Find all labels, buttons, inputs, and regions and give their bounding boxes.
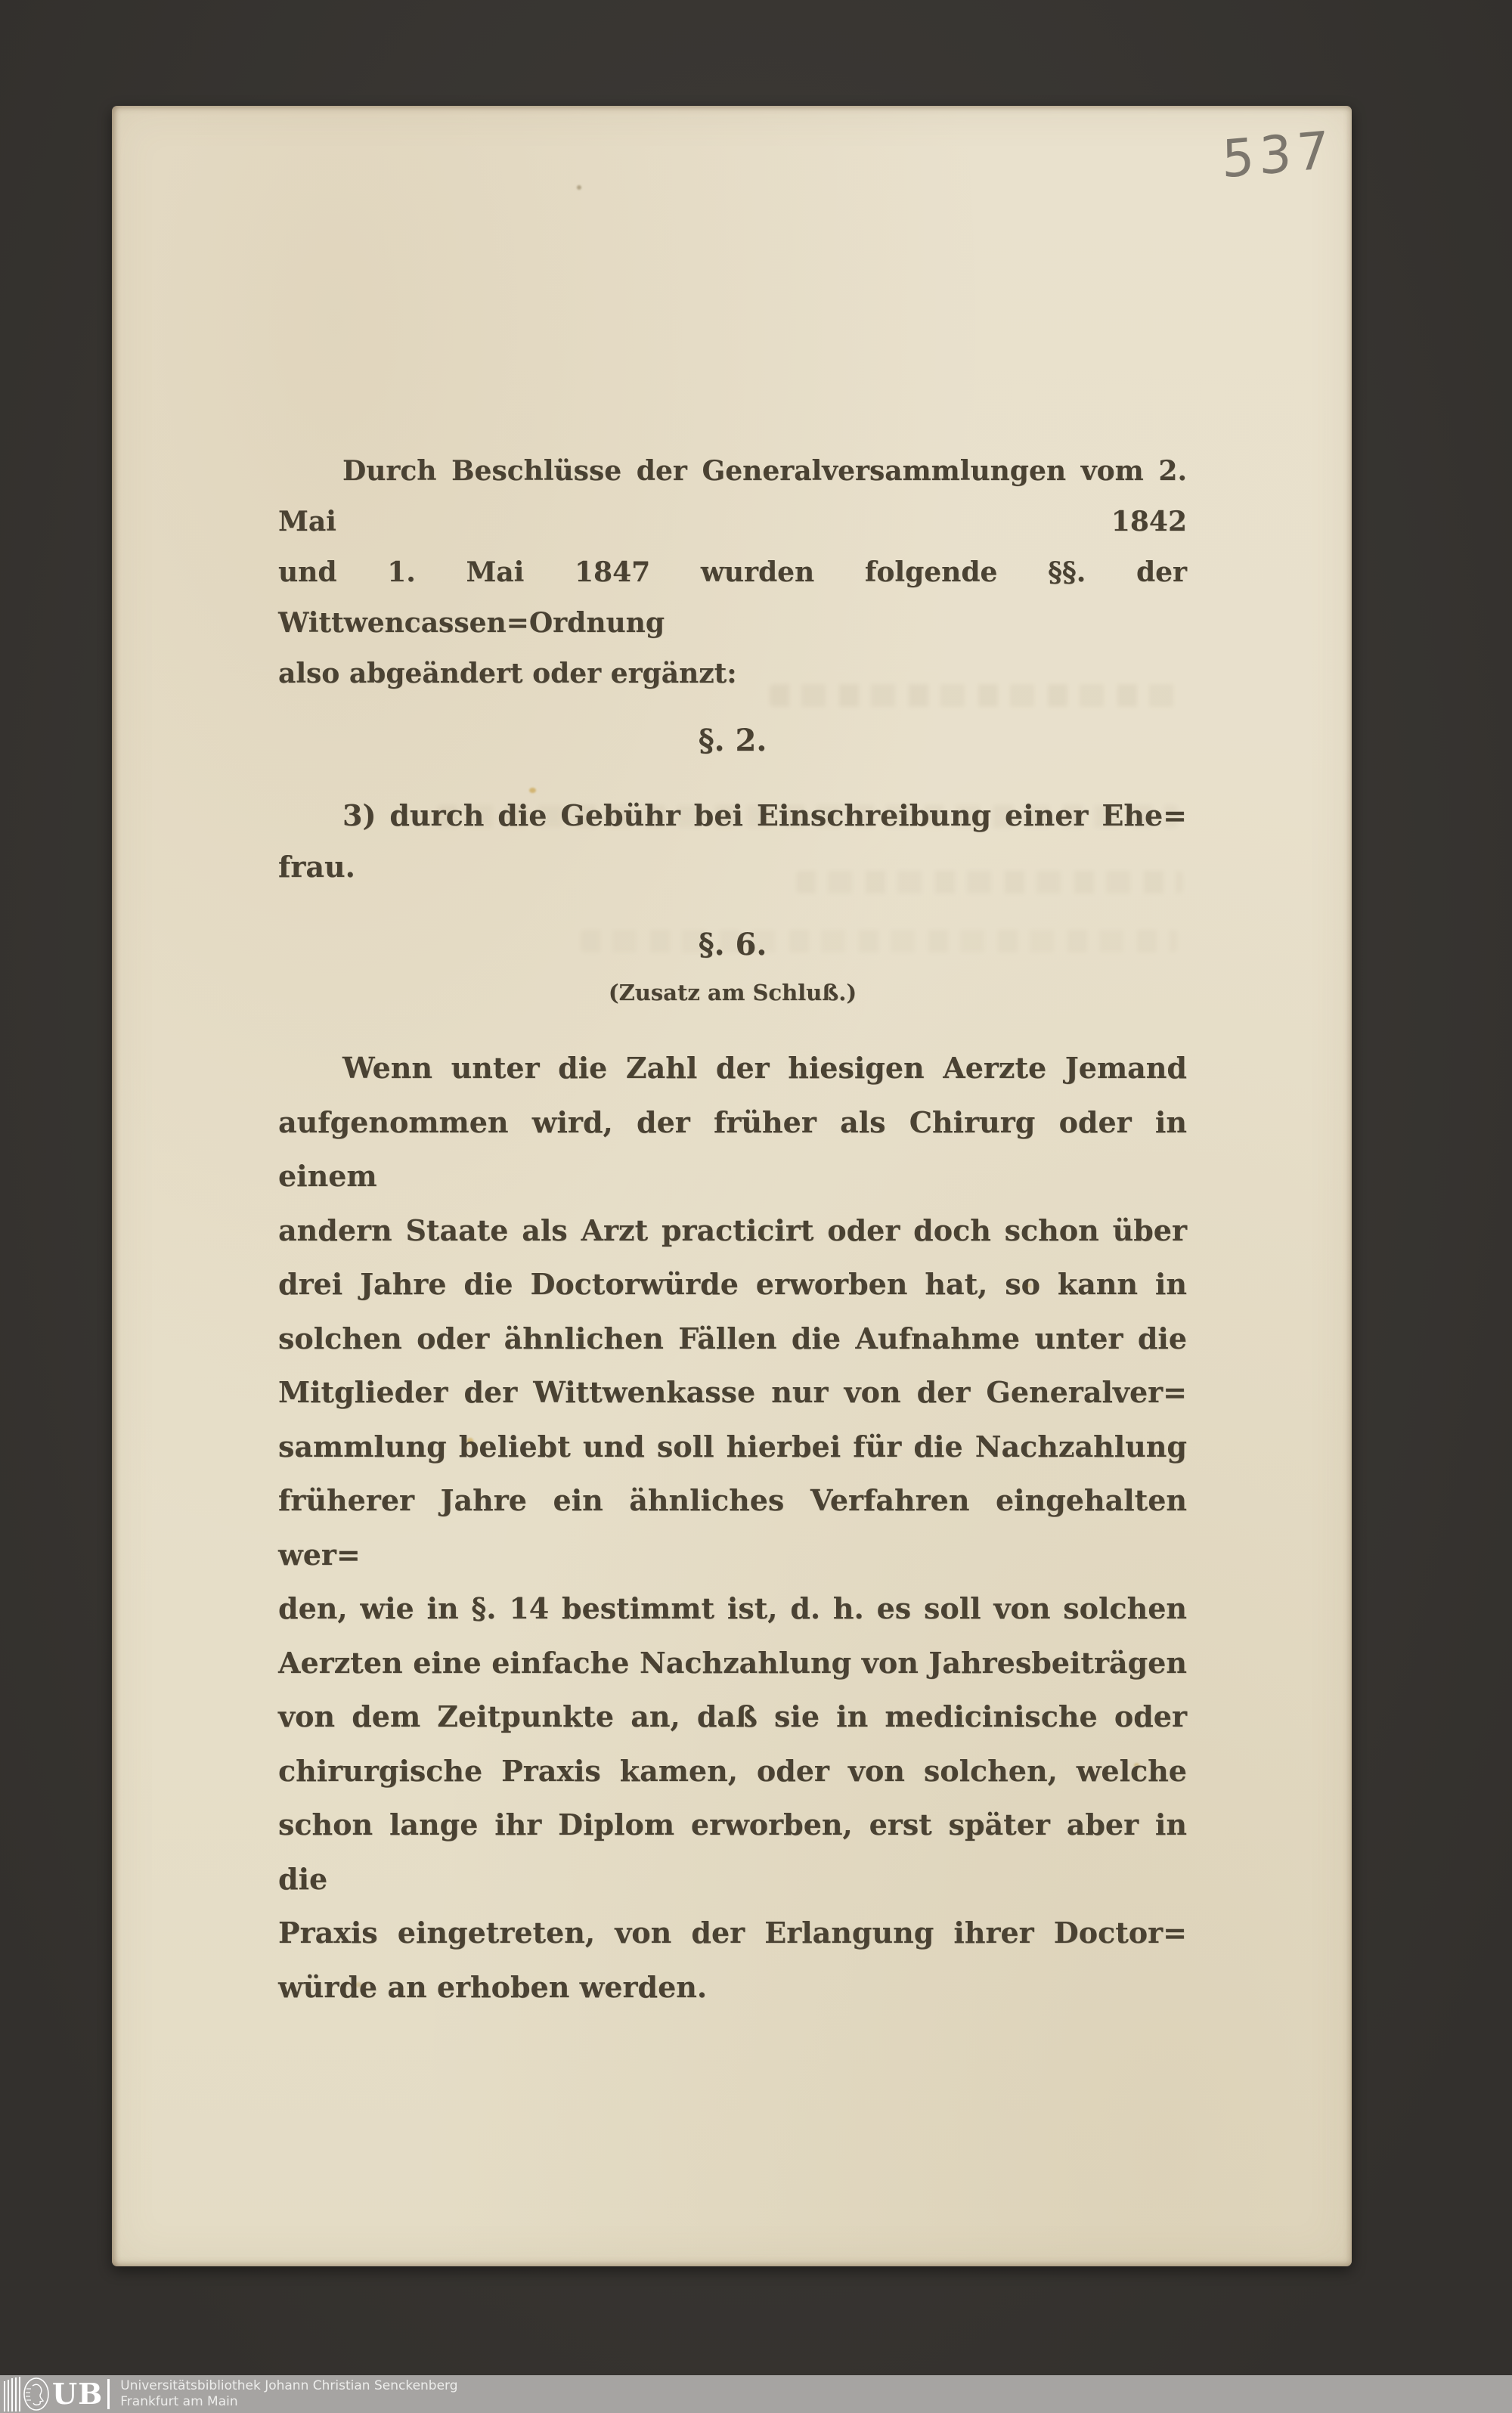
watermark-institution: Universitätsbibliothek Johann Christian Senckenberg [120,2378,458,2393]
text-line: Mitglieder der Wittwenkasse nur von der Generalver= [278,1375,1187,1409]
section-6-subheading: (Zusatz am Schluß.) [608,980,857,1005]
logo-separator [107,2379,110,2409]
text-line: solchen oder ähnlichen Fällen die Aufnahme unter die [278,1321,1187,1355]
text-line: Praxis eingetreten, von der Erlangung ihrer Doctor= [278,1916,1187,1950]
section-2-body [278,790,1187,893]
text-line: 3) durch die Gebühr bei Einschreibung einer Ehe= [342,798,1187,832]
handwritten-page-number: 537 [1221,120,1334,190]
text-line: frau. [278,850,355,884]
library-watermark-bar [0,2375,1512,2413]
section-heading-paragraph-6: §. 6. [698,927,767,962]
text-line: Aerzten eine einfache Nachzahlung von Jahresbeiträgen [278,1645,1187,1680]
text-line: Wenn unter die Zahl der hiesigen Aerzte Jemand [342,1051,1187,1085]
text-line: früherer Jahre ein ähnliches Verfahren eingehalten wer= [278,1483,1187,1572]
text-line: sammlung beliebt und soll hierbei für die Nachzahlung [278,1429,1187,1464]
text-line: also abgeändert oder ergänzt: [278,658,737,689]
text-line: drei Jahre die Doctorwürde erworben hat, so kann in [278,1267,1187,1301]
book-pages-icon [2,2376,22,2412]
text-line: und 1. Mai 1847 wurden folgende §§. der Wittwencassen=Ordnung [278,556,1187,639]
text-line: den, wie in §. 14 bestimmt ist, d. h. es soll von solchen [278,1591,1187,1625]
section-6-body [278,1041,1187,2014]
text-line: schon lange ihr Diplom erworben, erst später aber in die [278,1807,1187,1896]
watermark-city: Frankfurt am Main [120,2394,238,2409]
text-line: aufgenommen wird, der früher als Chirurg oder in einem [278,1104,1187,1193]
text-line: Durch Beschlüsse der Generalversammlungen vom 2. Mai 1842 [278,455,1187,537]
goethe-portrait-icon [22,2377,51,2411]
text-line: von dem Zeitpunkte an, daß sie in medicinische oder [278,1699,1187,1733]
intro-paragraph [278,446,1187,699]
ub-library-logo [0,2375,110,2413]
document-text-block [278,446,1187,2014]
watermark-text [120,2378,457,2410]
section-heading-paragraph-2: §. 2. [698,723,767,758]
paper-age-spot [577,185,581,190]
ub-logo-abbreviation: UB [52,2377,104,2411]
document-page [112,106,1352,2266]
text-line: chirurgische Praxis kamen, oder von solchen, welche [278,1753,1187,1788]
text-line: würde an erhoben werden. [278,1969,708,2004]
text-line: andern Staate als Arzt practicirt oder doch schon über [278,1213,1187,1247]
